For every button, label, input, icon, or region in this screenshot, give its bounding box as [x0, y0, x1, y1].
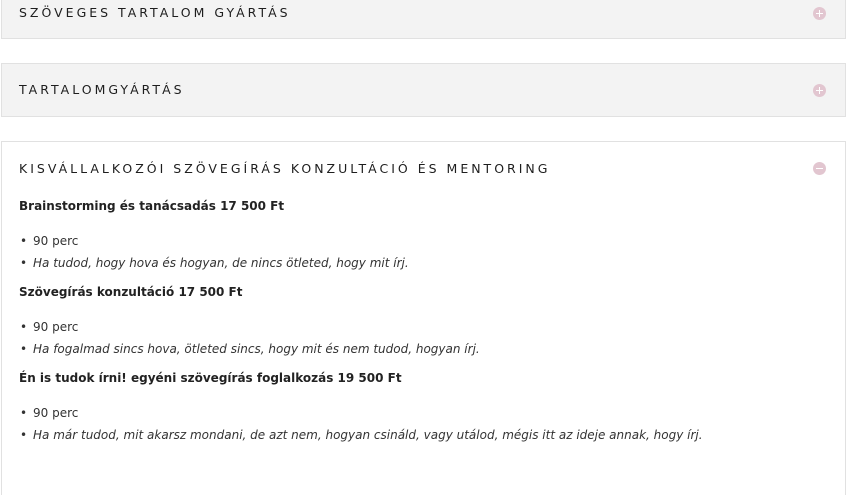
- duration-item: • 90 perc: [19, 319, 829, 335]
- service-details: [19, 233, 829, 271]
- duration-item: • 90 perc: [19, 233, 829, 249]
- panel-title[interactable]: SZÖVEGES TARTALOM GYÁRTÁS: [19, 5, 291, 20]
- accordion-panel-konzultacio-mentoring[interactable]: [1, 141, 846, 495]
- duration-item: • 90 perc: [19, 405, 829, 421]
- plus-circle-icon[interactable]: [813, 84, 826, 97]
- service-title: Brainstorming és tanácsadás 17 500 Ft: [19, 199, 285, 213]
- service-section: [19, 284, 829, 357]
- minus-circle-icon[interactable]: [813, 162, 826, 175]
- description-item: • Ha már tudod, mit akarsz mondani, de azt nem, hogyan csináld, vagy utálod, mégis itt az ideje annak, hogy írj.: [19, 427, 829, 443]
- panel-title[interactable]: KISVÁLLALKOZÓI SZÖVEGÍRÁS KONZULTÁCIÓ ÉS MENTORING: [19, 161, 551, 176]
- service-details: [19, 405, 829, 443]
- plus-circle-icon[interactable]: [813, 7, 826, 20]
- panel-title[interactable]: TARTALOMGYÁRTÁS: [19, 82, 185, 97]
- service-section: [19, 198, 829, 271]
- service-details: [19, 319, 829, 357]
- accordion-panel-szoveges-tartalom-gyartas[interactable]: [1, 0, 846, 39]
- service-title: Én is tudok írni! egyéni szövegírás foglalkozás 19 500 Ft: [19, 371, 402, 385]
- description-item: • Ha tudod, hogy hova és hogyan, de nincs ötleted, hogy mit írj.: [19, 255, 829, 271]
- accordion-panel-tartalomgyartas[interactable]: [1, 63, 846, 117]
- service-title: Szövegírás konzultáció 17 500 Ft: [19, 285, 243, 299]
- description-item: • Ha fogalmad sincs hova, ötleted sincs, hogy mit és nem tudod, hogyan írj.: [19, 341, 829, 357]
- service-section: [19, 370, 829, 443]
- panel-content: [19, 198, 829, 456]
